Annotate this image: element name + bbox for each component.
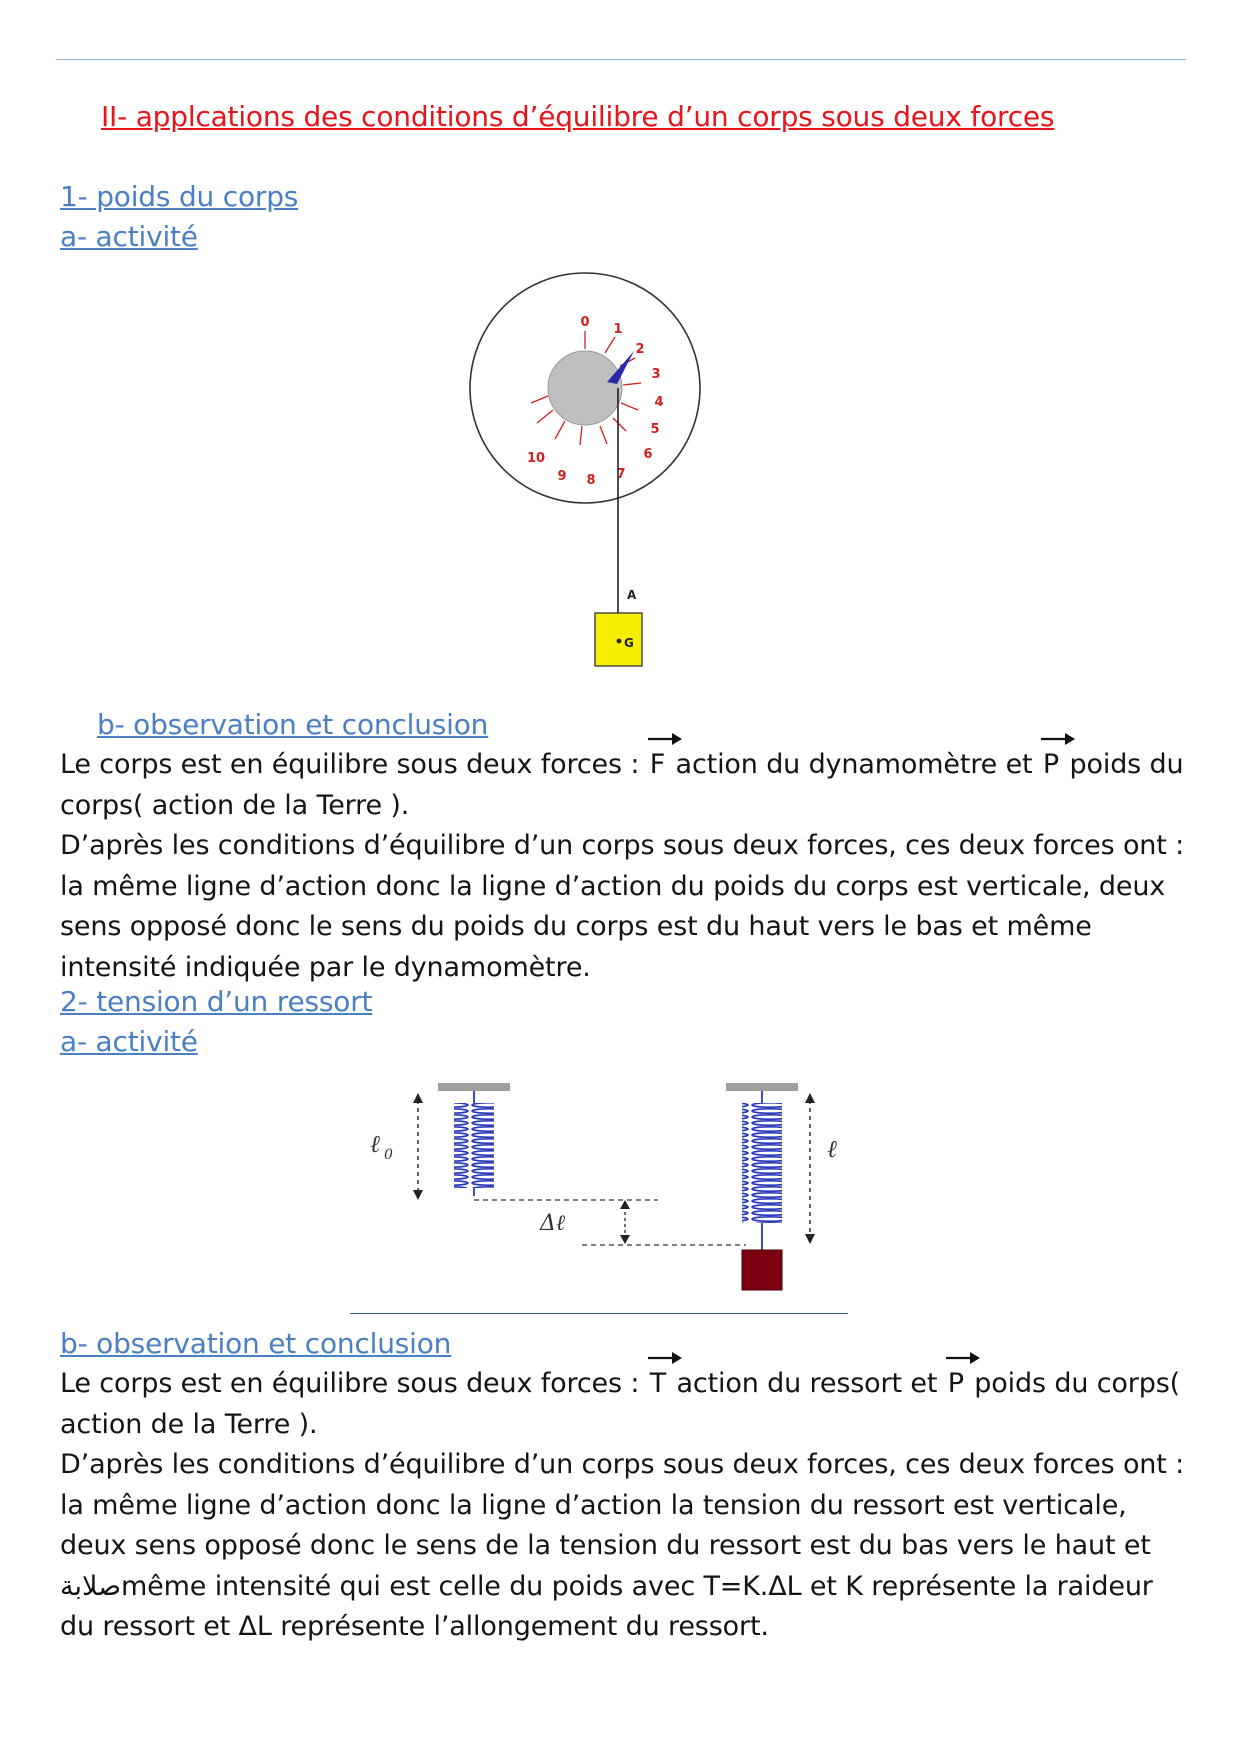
scale-0: 0 (580, 315, 590, 330)
activity-label-1: a- activité (60, 220, 198, 253)
observation-label-1: b- observation et conclusion (97, 708, 489, 741)
dynamometer-hub (548, 351, 622, 425)
center-of-gravity (617, 639, 622, 644)
left-spring (454, 1103, 494, 1188)
text-line: action de la Terre ). (60, 1408, 318, 1440)
text-line: corps( action de la Terre ). (60, 789, 410, 821)
point-g-label: G (624, 636, 634, 650)
scale-1: 1 (613, 322, 623, 337)
label-l: ℓ (827, 1135, 837, 1163)
paragraph-weight (60, 745, 1190, 988)
observation-label-2: b- observation et conclusion (60, 1327, 452, 1360)
figure-underline (350, 1313, 848, 1314)
label-l0-sub: 0 (384, 1147, 393, 1163)
spring-figure (350, 1078, 850, 1308)
vector-p: P (1041, 745, 1061, 786)
vector-t: T (648, 1364, 668, 1405)
scale-8: 8 (586, 473, 596, 488)
vector-arrow-icon (1039, 727, 1075, 749)
text-line: poids du corps( (974, 1368, 1181, 1399)
scale-7: 7 (616, 467, 626, 482)
spring-mass (742, 1250, 782, 1290)
point-a-label: A (627, 588, 637, 602)
scale-3: 3 (651, 367, 661, 382)
scale-10: 10 (526, 451, 546, 466)
text-line: action du dynamomètre et (675, 749, 1033, 780)
text-line: intensité indiquée par le dynamomètre. (60, 951, 591, 983)
scale-5: 5 (650, 422, 660, 437)
vector-arrow-icon (646, 1346, 682, 1368)
vector-f: F (648, 745, 667, 786)
left-support (438, 1083, 510, 1091)
vector-p: P (946, 1364, 966, 1405)
scale-9: 9 (557, 469, 567, 484)
text-line: du ressort et ΔL représente l’allongement du ressort. (60, 1611, 769, 1642)
text-line: Le corps est en équilibre sous deux forces : (60, 749, 640, 780)
scale-4: 4 (654, 395, 664, 410)
dynamometer-figure (455, 258, 735, 698)
section-heading: II- applcations des conditions d’équilibre d’un corps sous deux forces (101, 100, 1055, 133)
label-delta-l: Δℓ (540, 1211, 566, 1236)
text-line: la même ligne d’action donc la ligne d’action la tension du ressort est verticale, (60, 1489, 1127, 1521)
vector-arrow-icon (646, 727, 682, 749)
text-line: deux sens opposé donc le sens de la tension du ressort est du bas vers le haut et (60, 1530, 1151, 1561)
text-line: Le corps est en équilibre sous deux forces : (60, 1368, 640, 1399)
text-line: action du ressort et (676, 1368, 938, 1399)
text-line: sens opposé donc le sens du poids du corps est du haut vers le bas et même (60, 911, 1092, 942)
subsection-title-weight: 1- poids du corps (60, 180, 299, 213)
right-support (726, 1083, 798, 1091)
scale-6: 6 (643, 447, 653, 462)
text-line: D’après les conditions d’équilibre d’un corps sous deux forces, ces deux forces ont : (60, 830, 1185, 861)
arabic-word: صلابة (60, 1570, 122, 1602)
vector-arrow-icon (944, 1346, 980, 1368)
activity-label-2: a- activité (60, 1025, 198, 1058)
text-line: même intensité qui est celle du poids avec T=K.ΔL et K représente la raideur (121, 1570, 1153, 1602)
scale-2: 2 (635, 342, 645, 357)
text-line: D’après les conditions d’équilibre d’un corps sous deux forces, ces deux forces ont : (60, 1449, 1185, 1480)
text-line: la même ligne d’action donc la ligne d’action du poids du corps est verticale, deux (60, 870, 1166, 902)
text-line: poids du (1069, 749, 1184, 780)
header-rule (56, 59, 1186, 60)
subsection-title-spring: 2- tension d’un ressort (60, 985, 373, 1018)
paragraph-spring (60, 1364, 1190, 1648)
right-spring (742, 1103, 782, 1223)
label-l0: ℓ (370, 1130, 380, 1158)
